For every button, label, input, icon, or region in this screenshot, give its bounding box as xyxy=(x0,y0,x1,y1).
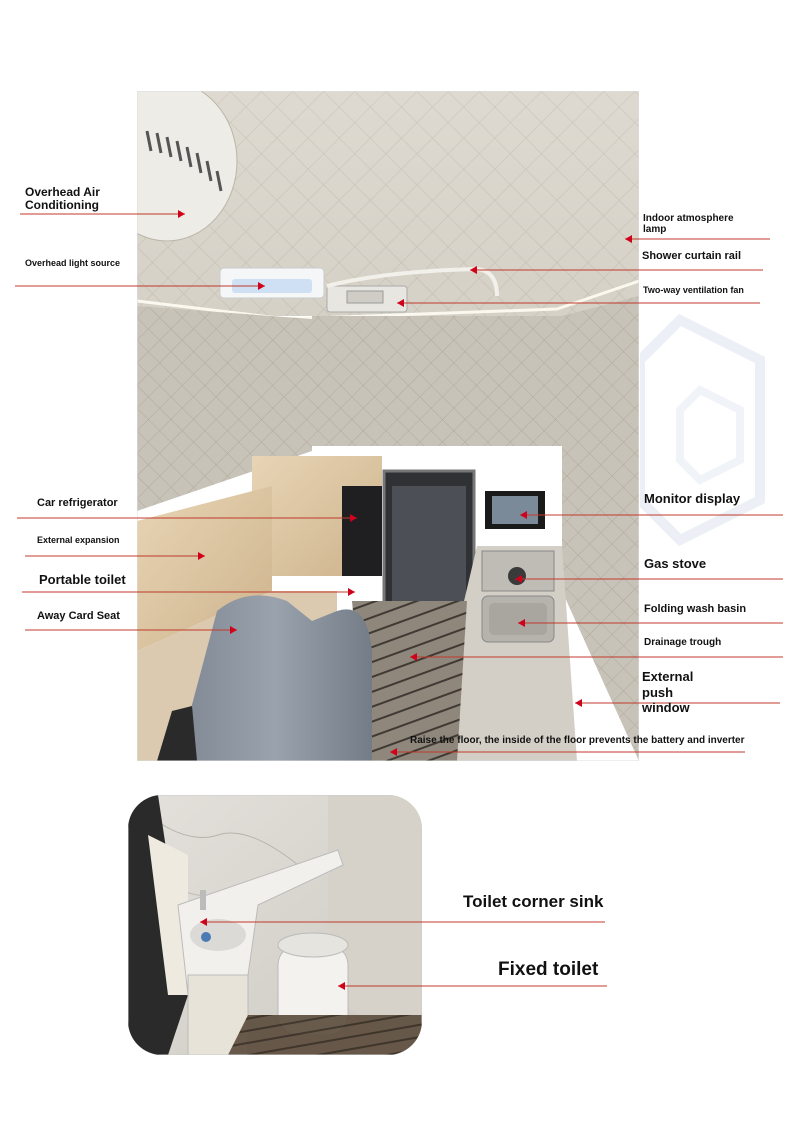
label-overhead-light-source: Overhead light source xyxy=(25,258,121,268)
label-overhead-air-conditioning: Overhead Air Conditioning xyxy=(25,185,100,213)
label-folding-wash-basin: Folding wash basin xyxy=(644,603,747,615)
label-car-refrigerator: Car refrigerator xyxy=(37,497,118,509)
watermark-logo xyxy=(640,300,800,600)
label-two-way-ventilation-fan: Two-way ventilation fan xyxy=(643,285,744,295)
label-toilet-corner-sink: Toilet corner sink xyxy=(463,892,604,911)
label-external-expansion: External expansion xyxy=(37,535,120,545)
label-shower-curtain-rail: Shower curtain rail xyxy=(642,250,742,262)
label-indoor-atmosphere-lamp: Indoor atmosphere lamp xyxy=(643,213,734,235)
bathroom-photo xyxy=(128,795,422,1055)
interior-photo xyxy=(137,91,639,761)
label-monitor-display: Monitor display xyxy=(644,491,741,506)
label-drainage-trough: Drainage trough xyxy=(644,637,722,648)
label-gas-stove: Gas stove xyxy=(644,556,707,571)
label-external-push-window: External push window xyxy=(642,669,694,716)
label-portable-toilet: Portable toilet xyxy=(39,572,126,587)
label-raise-floor-note: Raise the floor, the inside of the floor prevents the battery and inverter xyxy=(410,735,745,746)
label-away-card-seat: Away Card Seat xyxy=(37,610,120,622)
label-fixed-toilet: Fixed toilet xyxy=(498,959,599,980)
